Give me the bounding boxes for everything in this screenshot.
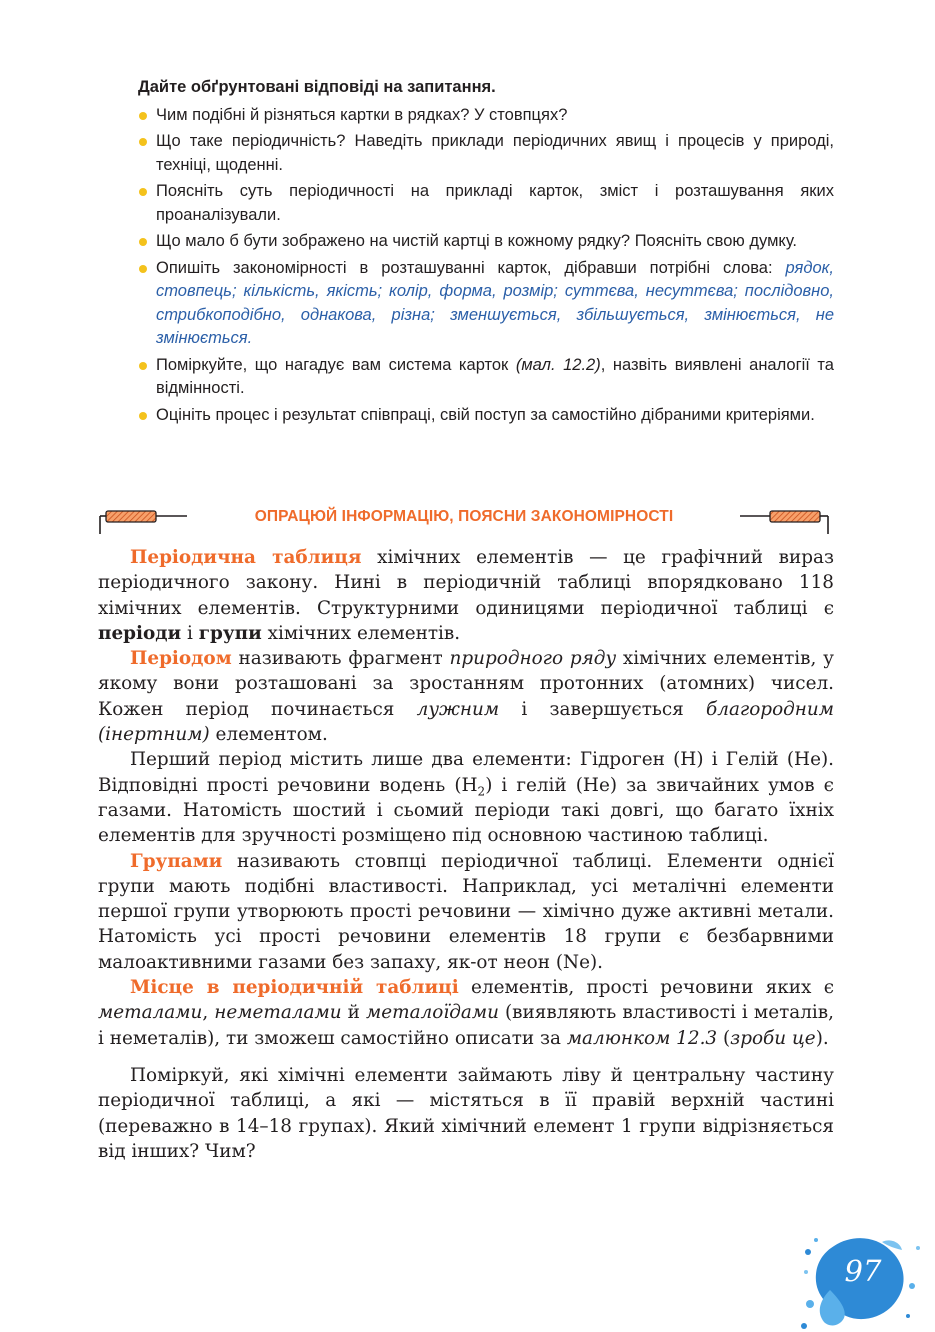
questions-heading: Дайте обґрунтовані відповіді на запитання. [138, 78, 496, 96]
paragraph-text: ( [717, 1027, 731, 1049]
question-item [138, 230, 834, 254]
question-item [138, 130, 834, 177]
bullet-icon [139, 265, 147, 273]
italic-term: благородним (інертним) [98, 698, 835, 746]
subscript: 2 [477, 784, 486, 799]
paragraph-text: хімічних елементів. [261, 622, 461, 644]
question-item [138, 104, 834, 128]
paragraph-text: Перший період містить лише два елементи: Гідроген (H) і Гелій (He). Відповідні прості речовини водень (H [98, 749, 834, 796]
question-word-list: рядок, стовпець; кількість, якість; колір, форма, розмір; суттєва, несуттєва; послідовно, стрибкоподібно, однакова, різна; зменшується, збільшується, змінюється, не змінюється. [156, 258, 834, 347]
question-item [138, 404, 834, 428]
italic-term: металоїдами [366, 1002, 499, 1024]
page-number: 97 [844, 1254, 882, 1288]
bullet-icon [139, 362, 147, 370]
bullet-icon [139, 188, 147, 196]
italic-term: лужним [416, 698, 500, 720]
paragraph-groups [98, 849, 834, 975]
bullet-icon [139, 138, 147, 146]
question-item [138, 180, 834, 227]
question-text: Поміркуйте, що нагадує вам система карток [156, 355, 516, 374]
italic-term: природного ряду [449, 648, 617, 670]
term-highlight: Періодом [130, 648, 232, 670]
question-text: Опишіть закономірності в розташуванні карток, дібравши потрібні слова: [156, 258, 786, 277]
question-text: , назвіть виявлені аналогії та відмінності. [156, 355, 834, 397]
term-highlight: Періодична таблиця [130, 547, 362, 568]
paragraph-text: і [181, 622, 199, 644]
paragraph-text: ). [815, 1027, 829, 1049]
term-highlight: Місце в періодичній таблиці [130, 977, 459, 999]
bold-term: групи [198, 622, 262, 644]
paragraph-text: (виявляють властивості і металів, і неметалів), ти зможеш самостійно описати за [98, 1002, 834, 1049]
bullet-icon [139, 112, 147, 120]
paragraph-first-period [98, 747, 834, 848]
paragraph-period [98, 646, 834, 747]
paragraph-text: ) і гелій (He) за звичайних умов є газами. Натомість шостий і сьомий періоди такі довгі, що багато їхніх елементів для зручності розміщено під основною частиною таблиці. [98, 774, 834, 847]
italic-term: металами [98, 1002, 203, 1024]
paragraph-text: елементів, прості речовини яких є [458, 977, 834, 999]
paragraph-text: Поміркуй, які хімічні елементи займають ліву й центральну частину періодичної таблиці, а які — містяться в її правій верхній частині (переважно в 14–18 групах). Який хімічний елемент 1 групи відрізняється від інших? Чим? [98, 1064, 834, 1162]
paragraph-place-in-table [98, 975, 834, 1051]
question-item [138, 257, 834, 351]
figure-reference: (мал. 12.2) [515, 355, 601, 374]
paragraph-periodic-table [98, 545, 834, 646]
question-text: Оцініть процес і результат співпраці, свій поступ за самостійно дібраними критеріями. [156, 405, 815, 424]
question-text: Поясніть суть періодичності на прикладі карток, зміст і розташування яких проаналізували. [156, 182, 834, 224]
body-text [98, 545, 834, 1164]
question-text: Що мало б бути зображено на чистій картці в кожному рядку? Поясніть свою думку. [156, 232, 798, 250]
term-highlight: Групами [130, 850, 223, 872]
question-text: Чим подібні й різняться картки в рядках? У стовпцях? [156, 105, 568, 124]
paragraph-text: елементом. [209, 724, 328, 746]
bullet-icon [139, 412, 147, 420]
bullet-icon [139, 238, 147, 246]
paragraph-text: називають фрагмент [231, 648, 450, 670]
paragraph-text: називають стовпці періодичної таблиці. Елементи однієї групи мають подібні властивості. Наприклад, усі металічні елементи першої групи утворюють прості речовини — хімічно дуже активні метали. Натомість усі прості речовини елементів 18 групи є безбарвними малоактивними газами без запаху, як-от неон (Ne). [98, 850, 834, 973]
bold-term: періоди [98, 622, 182, 644]
questions-block [138, 76, 834, 430]
section-title: ОПРАЦЮЙ ІНФОРМАЦІЮ, ПОЯСНИ ЗАКОНОМІРНОСТІ [254, 508, 674, 525]
question-item [138, 354, 834, 401]
figure-reference: малюнком 12.3 [566, 1027, 718, 1049]
italic-term: неметалами [214, 1002, 342, 1024]
paragraph-text: , [202, 1002, 215, 1024]
section-header [94, 500, 834, 536]
paragraph-text: й [341, 1002, 366, 1024]
italic-term: зроби це [730, 1027, 816, 1049]
question-text: Що таке періодичність? Наведіть приклади періодичних явищ і процесів у природі, техніці, щоденні. [156, 132, 834, 174]
paragraph-text: і завершується [499, 698, 707, 720]
paragraph-text: хімічних елементів, у якому вони розташовані за зростанням протонних (атомних) чисел. Кожен період починається [98, 648, 834, 720]
paragraph-text: хімічних елементів — це графічний вираз періодичного закону. Нині в періодичній таблиці впорядковано 118 хімічних елементів. Структурними одиницями періодичної таблиці є [98, 547, 834, 619]
paragraph-think-task [98, 1063, 834, 1164]
